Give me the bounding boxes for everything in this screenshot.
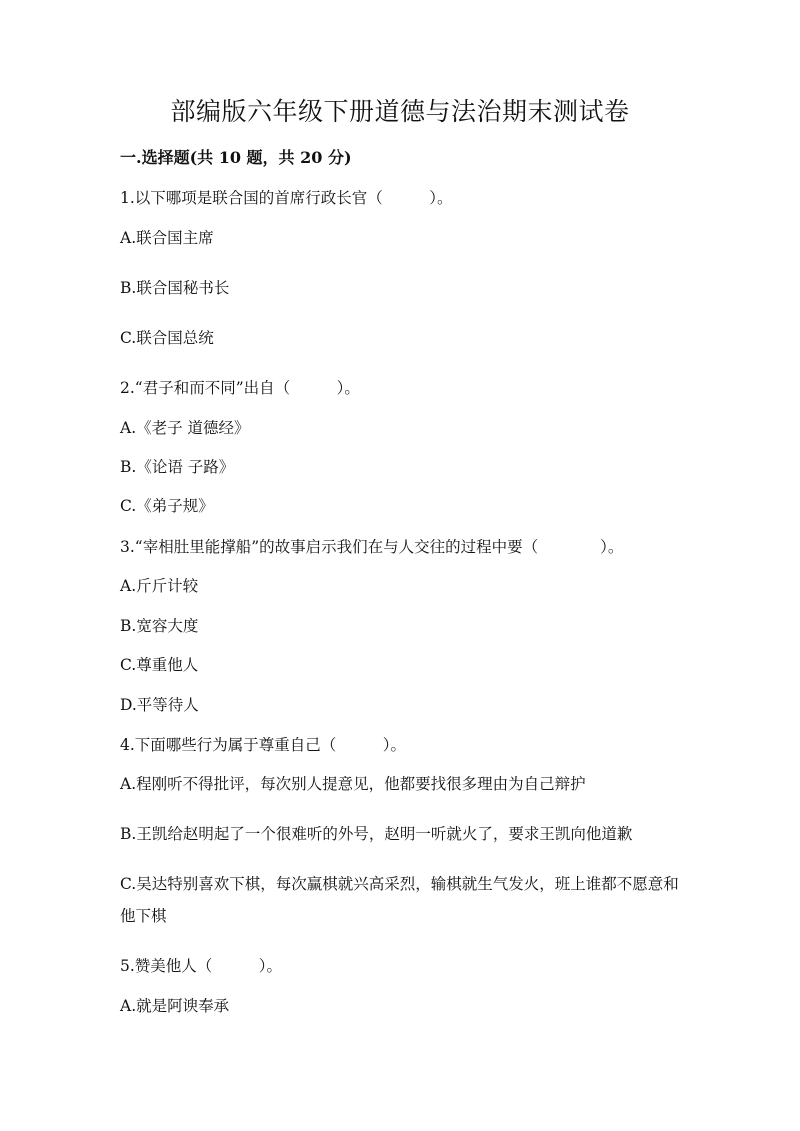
question-2-option-c: C.《弟子规》: [120, 497, 214, 515]
question-4-option-c: C.吴达特别喜欢下棋，每次赢棋就兴高采烈，输棋就生气发火，班上谁都不愿意和他下棋: [120, 875, 679, 925]
question-2-stem: 2.“君子和而不同”出自（ ）。: [120, 379, 360, 397]
question-2-option-a: A.《老子 道德经》: [120, 419, 250, 437]
question-3-option-c: C.尊重他人: [120, 656, 199, 674]
question-3-stem: 3.“宰相肚里能撑船”的故事启示我们在与人交往的过程中要（ ）。: [120, 538, 624, 556]
question-1-stem: 1.以下哪项是联合国的首席行政长官（ ）。: [120, 189, 453, 207]
question-3-option-b: B.宽容大度: [120, 617, 199, 635]
question-3-option-a: A.斤斤计较: [120, 577, 199, 595]
question-4-option-b: B.王凯给赵明起了一个很难听的外号，赵明一听就火了，要求王凯向他道歉: [120, 825, 633, 843]
page-title: 部编版六年级下册道德与法治期末测试卷: [170, 97, 630, 126]
question-1-option-c: C.联合国总统: [120, 329, 214, 347]
question-5-option-a: A.就是阿谀奉承: [120, 997, 230, 1015]
question-4-option-a: A.程刚听不得批评，每次别人提意见，他都要找很多理由为自己辩护: [120, 775, 586, 793]
section-heading: 一.选择题(共 10 题，共 20 分): [120, 148, 352, 167]
question-1-option-b: B.联合国秘书长: [120, 279, 230, 297]
question-5-stem: 5.赞美他人（ ）。: [120, 957, 283, 975]
question-1-option-a: A.联合国主席: [120, 229, 214, 247]
question-2-option-b: B.《论语 子路》: [120, 458, 235, 476]
question-4-stem: 4.下面哪些行为属于尊重自己（ ）。: [120, 736, 407, 754]
question-3-option-d: D.平等待人: [120, 696, 199, 714]
